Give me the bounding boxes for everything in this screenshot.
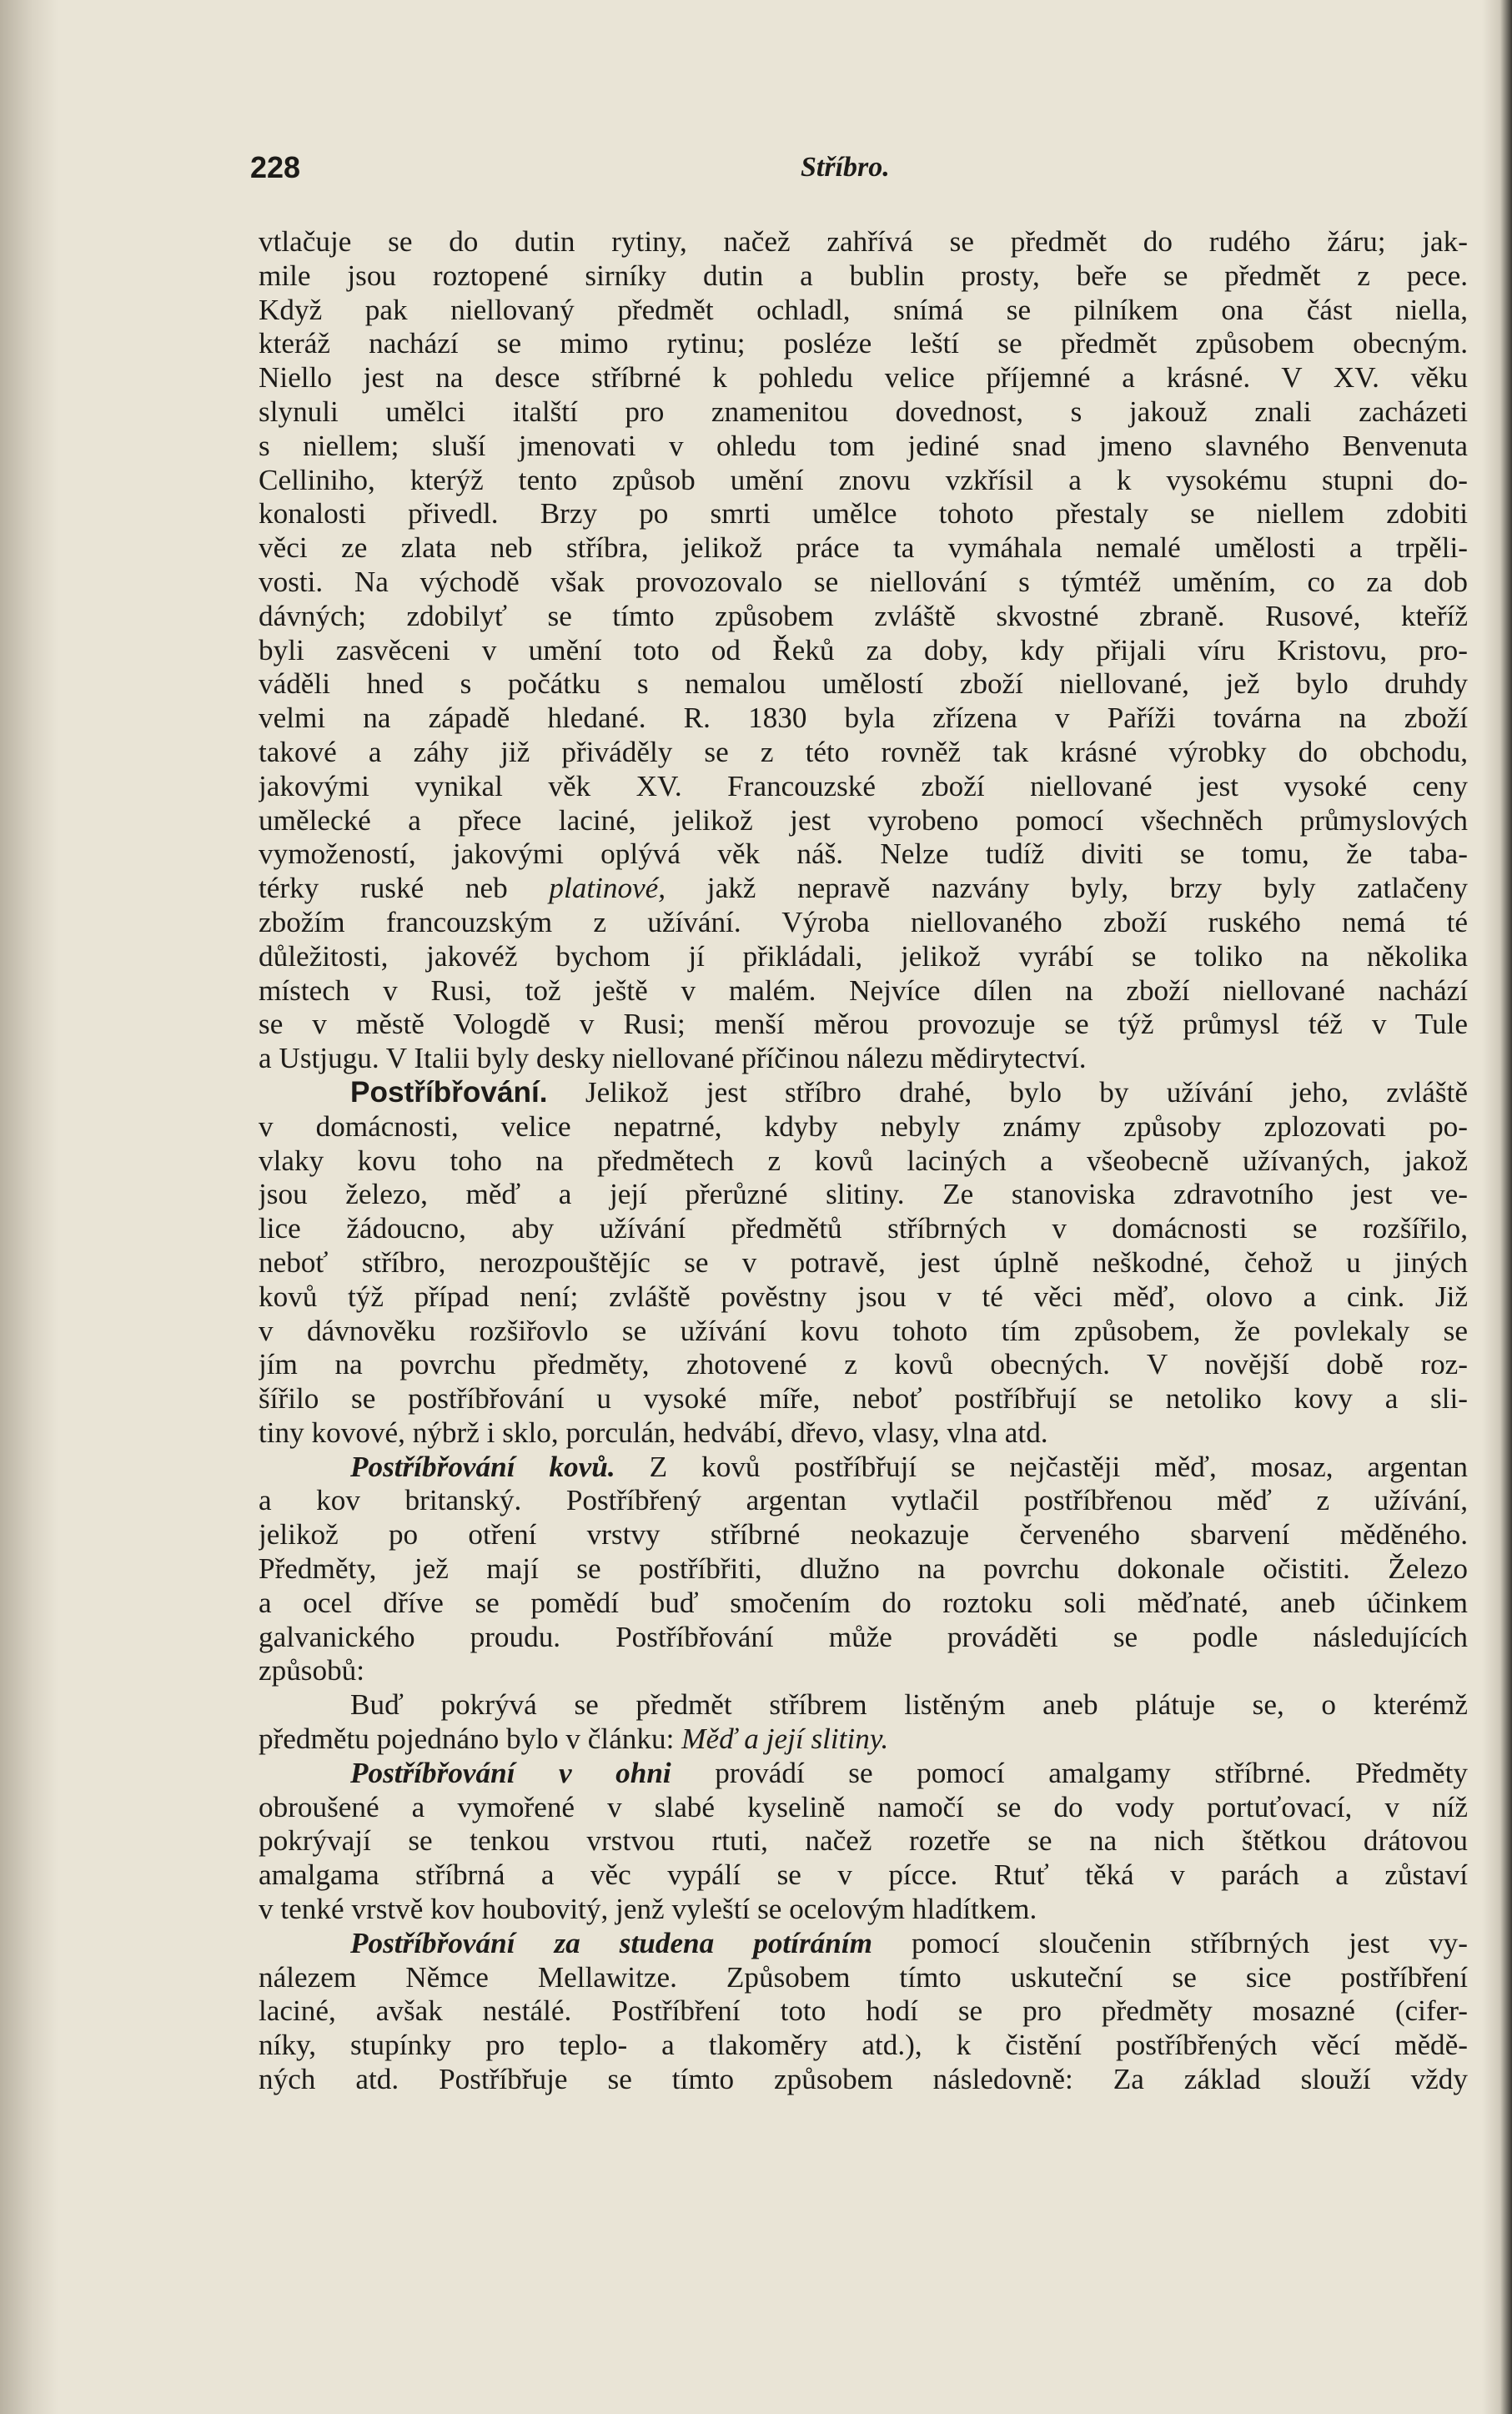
text-line: byli zasvěceni v umění toto od Řeků za doby, kdy přijali víru Kristovu, pro- xyxy=(259,633,1468,666)
page-edge-shadow xyxy=(1482,0,1512,2414)
text-line: neboť stříbro, nerozpouštějíc se v potravě, jest úplně neškodné, čehož u jiných xyxy=(259,1245,1468,1279)
section-heading: Postříbřování. xyxy=(350,1075,548,1109)
section-line xyxy=(259,1076,1468,1110)
subsection-heading: Postříbřování v ohni xyxy=(350,1756,671,1789)
text-line: slynuli umělci italští pro znamenitou dovednost, s jakouž znali zacházeti xyxy=(259,395,1468,428)
page-number: 228 xyxy=(250,150,301,184)
text-line: a ocel dříve se pomědí buď smočením do roztoku soli měďnaté, aneb účinkem xyxy=(259,1586,1468,1619)
text-line: místech v Rusi, tož ještě v malém. Nejvíce dílen na zboží niellované nachází xyxy=(259,973,1468,1007)
text-line: kteráž nachází se mimo rytinu; posléze leští se předmět způsobem obecným. xyxy=(259,327,1468,360)
text-line: způsobů: xyxy=(259,1654,365,1687)
text-line: galvanického proudu. Postříbřování může prováděti se podle následujících xyxy=(259,1620,1468,1653)
text-line: lice žádoucno, aby užívání předmětů stříbrných v domácnosti se rozšířilo, xyxy=(259,1212,1468,1245)
text-line: konalosti přivedl. Brzy po smrti umělce tohoto přestaly se niellem zdobiti xyxy=(259,497,1468,531)
text-line: Celliniho, kterýž tento způsob umění znovu vzkřísil a k vysokému stupni do- xyxy=(259,463,1468,496)
text-line: jelikož po otření vrstvy stříbrné neokazuje červeného sbarvení měděného. xyxy=(259,1518,1468,1551)
text-line: ných atd. Postříbřuje se tímto způsobem následovně: Za základ slouží vždy xyxy=(259,2063,1468,2096)
text-line xyxy=(259,1722,1468,1757)
text-line: a kov britanský. Postříbřený argentan vytlačil postříbřenou měď z užívání, xyxy=(259,1484,1468,1517)
article-reference: Měď a její slitiny. xyxy=(681,1722,889,1756)
text-line: obroušené a vymořené v slabé kyselině namočí se do vody portuťovací, v níž xyxy=(259,1790,1468,1823)
text-line: váděli hned s počátku s nemalou umělostí zboží niellované, jež bylo druhdy xyxy=(259,667,1468,701)
text-line: vosti. Na východě však provozovalo se niellování s týmtéž uměním, co za dob xyxy=(259,565,1468,598)
text-line: se v městě Vologdě v Rusi; menší měrou provozuje se týž průmysl též v Tule xyxy=(259,1008,1468,1041)
text-run: Z kovů postříbřují se nejčastěji měď, mosaz, argentan xyxy=(649,1450,1468,1483)
running-title: Stříbro. xyxy=(801,152,890,183)
text-run: provádí se pomocí amalgamy stříbrné. Předměty xyxy=(715,1756,1468,1789)
text-line: mile jsou roztopené sirníky dutin a bublin prosty, beře se předmět z pece. xyxy=(259,259,1468,292)
text-line: pokrývají se tenkou vrstvou rtuti, načež rozetře se na nich štětkou drátovou xyxy=(259,1824,1468,1858)
text-line: zbožím francouzským z užívání. Výroba niellovaného zboží ruského nemá té xyxy=(259,905,1468,938)
text-line: nálezem Němce Mellawitze. Způsobem tímto uskuteční se sice postříbření xyxy=(259,1960,1468,1994)
text-line xyxy=(259,872,1468,906)
text-run: pomocí sloučenin stříbrných jest vy- xyxy=(912,1926,1468,1959)
text-line: věci ze zlata neb stříbra, jelikož práce ta vymáhala nemalé umělosti a trpěli- xyxy=(259,531,1468,565)
text-run: předmětu pojednáno bylo v článku: xyxy=(259,1722,675,1756)
text-line: amalgama stříbrná a věc vypálí se v pícce. Rtuť těká v parách a zůstaví xyxy=(259,1858,1468,1892)
text-line: v dávnověku rozšiřovlo se užívání kovu tohoto tím způsobem, že povlekaly se xyxy=(259,1314,1468,1347)
text-line: Když pak niellovaný předmět ochladl, snímá se pilníkem ona část niella, xyxy=(259,293,1468,326)
text-line: takové a záhy již přiváděly se z této rovněž tak krásné výrobky do obchodu, xyxy=(259,735,1468,768)
subsection-heading: Postříbřování kovů. xyxy=(350,1450,615,1483)
text-run: térky ruské neb xyxy=(259,872,508,905)
text-run: Jelikož jest stříbro drahé, bylo by užívání jeho, zvláště xyxy=(585,1075,1468,1109)
emphasis-term: platinové, xyxy=(549,872,666,905)
text-line: důležitosti, jakovéž bychom jí přikládali, jelikož vyrábí se toliko na několika xyxy=(259,939,1468,973)
text-line: šířilo se postříbřování u vysoké míře, neboť postříbřují se netoliko kovy a sli- xyxy=(259,1382,1468,1416)
text-line: níky, stupínky pro teplo- a tlakoměry atd.), k čistění postříbřených věcí mědě- xyxy=(259,2029,1468,2062)
text-line: jsou železo, měď a její přerůzné slitiny. Ze stanoviska zdravotního jest ve- xyxy=(259,1178,1468,1211)
page-header xyxy=(250,150,1451,200)
subsection-line xyxy=(259,1451,1468,1485)
text-line: jím na povrchu předměty, zhotovené z kovů obecných. V novější době roz- xyxy=(259,1348,1468,1381)
text-line: dávných; zdobilyť se tímto způsobem zvláště skvostné zbraně. Rusové, kteříž xyxy=(259,599,1468,632)
book-spine-shadow xyxy=(0,0,58,2414)
text-line: a Ustjugu. V Italii byly desky niellované příčinou nálezu mědirytectví. xyxy=(259,1042,1087,1075)
text-line: laciné, avšak nestálé. Postříbření toto hodí se pro předměty mosazné (cifer- xyxy=(259,1994,1468,2028)
text-line: v tenké vrstvě kov houbovitý, jenž vyleští se ocelovým hladítkem. xyxy=(259,1893,1037,1926)
text-line: Buď pokrývá se předmět stříbrem listěným aneb plátuje se, o kterémž xyxy=(350,1688,1468,1722)
text-line: jakovými vynikal věk XV. Francouzské zboží niellované jest vysoké ceny xyxy=(259,769,1468,802)
text-line: kovů týž případ není; zvláště pověstny jsou v té věci měď, olovo a cink. Již xyxy=(259,1280,1468,1313)
subsection-heading: Postříbřování za studena potíráním xyxy=(350,1926,872,1959)
text-line: s niellem; sluší jmenovati v ohledu tom jediné snad jmeno slavného Benvenuta xyxy=(259,429,1468,462)
text-run: jakž nepravě nazvány byly, brzy byly zatlačeny xyxy=(706,872,1468,905)
text-line: umělecké a přece laciné, jelikož jest vyrobeno pomocí všechněch průmyslových xyxy=(259,803,1468,837)
text-line: vlaky kovu toho na předmětech z kovů laciných a všeobecně užívaných, jakož xyxy=(259,1144,1468,1177)
text-line: v domácnosti, velice nepatrné, kdyby nebyly známy způsoby zplozovati po- xyxy=(259,1109,1468,1143)
text-line: vtlačuje se do dutin rytiny, načež zahřívá se předmět do rudého žáru; jak- xyxy=(259,225,1468,258)
text-line: vymožeností, jakovými oplývá věk náš. Nelze tudíž diviti se tomu, že taba- xyxy=(259,837,1468,871)
subsection-line xyxy=(259,1927,1468,1961)
text-line: Niello jest na desce stříbrné k pohledu velice příjemné a krásné. V XV. věku xyxy=(259,361,1468,395)
subsection-line xyxy=(259,1757,1468,1791)
text-line: tiny kovové, nýbrž i sklo, porculán, hedvábí, dřevo, vlasy, vlna atd. xyxy=(259,1416,1048,1449)
text-line: velmi na západě hledané. R. 1830 byla zřízena v Paříži továrna na zboží xyxy=(259,702,1468,735)
text-line: Předměty, jež mají se postříbřiti, dlužno na povrchu dokonale očistiti. Železo xyxy=(259,1552,1468,1586)
page-body xyxy=(259,225,1468,2097)
